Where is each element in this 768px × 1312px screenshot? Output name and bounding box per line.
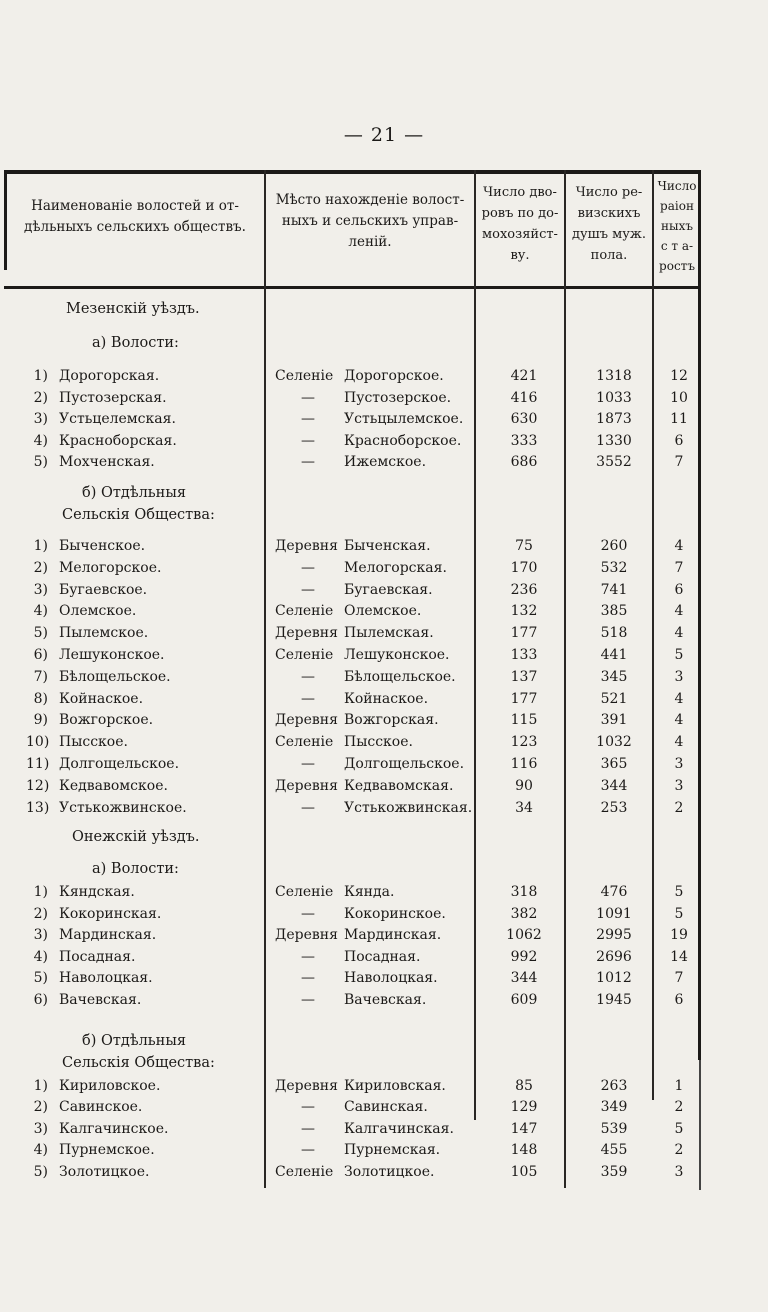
row-starosty: 6 <box>674 432 684 449</box>
row-dvory: 75 <box>515 538 533 554</box>
header-col-starosty: Число раіон ныхъ с т а- ростъ <box>657 179 697 273</box>
table-row <box>4 1076 701 1097</box>
row-dvory: 421 <box>510 368 538 384</box>
row-number: 9) <box>33 712 48 729</box>
row-starosty: 3 <box>674 1163 684 1180</box>
row-name: Пустозерская. <box>59 389 167 406</box>
section-mezen: Мезенскій уѣздъ. <box>66 301 200 317</box>
row-dushi: 441 <box>600 647 628 663</box>
header-col-place: Мѣсто нахожденіе волост- ныхъ и сельскихъ управ- леній. <box>275 192 465 250</box>
row-place: Пурнемская. <box>344 1142 441 1159</box>
row-place: Пысское. <box>344 734 413 751</box>
row-number: 7) <box>33 668 48 685</box>
subsection-onega-obshch: б) Отдѣльныя <box>82 1033 187 1049</box>
row-starosty: 1 <box>674 1078 684 1094</box>
row-starosty: 4 <box>674 603 684 620</box>
row-place-type: Деревня <box>275 927 338 944</box>
table-row <box>4 667 701 688</box>
table-row <box>4 388 701 409</box>
table-row <box>4 558 701 579</box>
section-onega: Онежскій уѣздъ. <box>72 829 200 845</box>
table-row <box>4 754 701 775</box>
table-row <box>4 882 701 903</box>
subsection-mezen-obshch-2: Сельскія Общества: <box>62 507 215 523</box>
row-dvory: 133 <box>510 647 538 663</box>
row-dvory: 382 <box>510 905 538 922</box>
row-dushi: 741 <box>600 581 628 598</box>
row-number: 2) <box>33 389 48 406</box>
table-row <box>4 623 701 644</box>
row-dushi: 1330 <box>596 432 632 449</box>
row-place: Олемское. <box>344 603 422 620</box>
row-place: Лешуконское. <box>344 647 450 663</box>
row-place-type: — <box>301 1120 315 1137</box>
row-dvory: 686 <box>510 454 538 471</box>
header-col-dvory: Число дво- ровъ по до- мохозяйст- ву. <box>481 185 559 263</box>
row-number: 1) <box>33 884 48 900</box>
table-left-border <box>4 170 7 270</box>
row-dvory: 177 <box>510 625 538 642</box>
row-place-type: Селеніе <box>275 734 334 751</box>
row-starosty: 2 <box>674 1142 684 1159</box>
table-row <box>4 645 701 666</box>
row-starosty: 4 <box>674 734 684 751</box>
row-name: Олемское. <box>59 603 137 620</box>
row-number: 5) <box>33 970 48 987</box>
row-place-type: Деревня <box>275 712 338 729</box>
row-dushi: 365 <box>600 756 628 772</box>
table-row <box>4 947 701 968</box>
row-dushi: 1033 <box>596 389 632 406</box>
row-name: Мохченская. <box>59 454 155 471</box>
row-starosty: 4 <box>674 712 684 729</box>
row-dushi: 253 <box>600 799 628 816</box>
row-name: Долгощельское. <box>59 756 180 772</box>
row-place-type: Селеніе <box>275 647 334 663</box>
row-dushi: 1873 <box>596 411 632 428</box>
row-dushi: 1032 <box>596 734 632 751</box>
row-starosty: 5 <box>674 884 684 900</box>
row-place: Кедвавомская. <box>344 777 454 794</box>
table-row <box>4 1162 701 1183</box>
row-dushi: 349 <box>600 1099 628 1116</box>
row-place-type: — <box>301 389 315 406</box>
row-number: 1) <box>33 1078 48 1094</box>
row-dvory: 129 <box>510 1099 538 1116</box>
row-dvory: 609 <box>510 992 538 1008</box>
table-row <box>4 452 701 473</box>
row-starosty: 7 <box>674 970 684 987</box>
row-dvory: 105 <box>510 1163 538 1180</box>
row-place-type: Деревня <box>275 538 338 554</box>
row-place: Мелогорская. <box>344 559 447 576</box>
row-number: 4) <box>33 948 48 965</box>
table-row <box>4 1097 701 1118</box>
row-dvory: 236 <box>510 581 538 598</box>
row-starosty: 5 <box>674 1120 684 1137</box>
row-dushi: 1012 <box>596 970 632 987</box>
row-dushi: 263 <box>600 1078 628 1094</box>
row-number: 13) <box>26 799 50 816</box>
row-name: Кириловское. <box>59 1078 161 1094</box>
row-place-type: — <box>301 756 315 772</box>
row-starosty: 3 <box>674 777 684 794</box>
row-number: 5) <box>33 1163 48 1180</box>
row-starosty: 6 <box>674 992 684 1008</box>
row-starosty: 3 <box>674 756 684 772</box>
table-top-border <box>4 170 701 174</box>
table-row <box>4 904 701 925</box>
row-place-type: — <box>301 668 315 685</box>
row-number: 8) <box>33 690 48 707</box>
table-row <box>4 689 701 710</box>
row-name: Красноборская. <box>59 432 177 449</box>
row-starosty: 4 <box>674 538 684 554</box>
table-row <box>4 601 701 622</box>
table-row <box>4 798 701 819</box>
row-place-type: — <box>301 454 315 471</box>
row-starosty: 7 <box>674 559 684 576</box>
row-dvory: 333 <box>510 432 538 449</box>
row-place-type: Деревня <box>275 625 338 642</box>
row-number: 6) <box>33 992 48 1008</box>
header-col-dushi: Число ре- визскихъ душъ муж. пола. <box>572 185 646 263</box>
row-place: Долгощельское. <box>344 756 465 772</box>
subsection-onega-volosti: а) Волости: <box>92 861 179 877</box>
row-number: 11) <box>26 756 50 772</box>
row-name: Бугаевское. <box>59 581 148 598</box>
row-name: Наволоцкая. <box>59 970 153 987</box>
row-dushi: 391 <box>600 712 628 729</box>
page-number: — 21 — <box>343 124 425 146</box>
row-dushi: 260 <box>600 538 628 554</box>
table-row <box>4 968 701 989</box>
row-number: 3) <box>33 927 48 944</box>
row-starosty: 2 <box>674 799 684 816</box>
row-dvory: 630 <box>510 411 538 428</box>
row-place-type: — <box>301 581 315 598</box>
row-dushi: 345 <box>600 668 628 685</box>
row-number: 4) <box>33 1142 48 1159</box>
row-dvory: 147 <box>510 1120 538 1137</box>
row-name: Калгачинское. <box>59 1120 169 1137</box>
row-name: Золотицкое. <box>59 1163 150 1180</box>
row-name: Вожгорское. <box>59 712 154 729</box>
row-number: 3) <box>33 411 48 428</box>
table-row <box>4 776 701 797</box>
row-place-type: — <box>301 1099 315 1116</box>
row-place: Кянда. <box>344 884 395 900</box>
row-name: Койнаское. <box>59 690 144 707</box>
row-place: Савинская. <box>344 1099 428 1116</box>
row-dushi: 359 <box>600 1163 628 1180</box>
row-dushi: 455 <box>600 1142 628 1159</box>
row-place: Золотицкое. <box>344 1163 435 1180</box>
table-row <box>4 431 701 452</box>
row-place-type: — <box>301 799 315 816</box>
row-dvory: 85 <box>515 1078 533 1094</box>
row-place-type: — <box>301 948 315 965</box>
row-dushi: 518 <box>600 625 628 642</box>
row-place-type: Селеніе <box>275 884 334 900</box>
row-starosty: 6 <box>674 581 684 598</box>
row-starosty: 5 <box>674 905 684 922</box>
row-name: Савинское. <box>59 1099 143 1116</box>
row-starosty: 12 <box>670 368 688 384</box>
row-dushi: 2995 <box>596 927 632 944</box>
row-dvory: 116 <box>510 756 538 772</box>
row-starosty: 11 <box>670 411 688 428</box>
row-dushi: 2696 <box>596 948 632 965</box>
table-row <box>4 366 701 387</box>
row-starosty: 5 <box>674 647 684 663</box>
row-dushi: 3552 <box>596 454 632 471</box>
row-place: Ижемское. <box>344 454 427 471</box>
row-place: Дорогорское. <box>344 368 444 384</box>
row-dvory: 137 <box>510 668 538 685</box>
row-dvory: 318 <box>510 884 538 900</box>
table-row <box>4 580 701 601</box>
row-dushi: 476 <box>600 884 628 900</box>
row-place: Посадная. <box>344 948 421 965</box>
row-place: Наволоцкая. <box>344 970 438 987</box>
row-number: 1) <box>33 538 48 554</box>
header-col-name: Наименованіе волостей и от- дѣльныхъ сельскихъ обществъ. <box>24 198 246 235</box>
row-number: 5) <box>33 454 48 471</box>
row-name: Мелогорское. <box>59 559 162 576</box>
row-starosty: 19 <box>670 927 688 944</box>
subsection-onega-obshch-2: Сельскія Общества: <box>62 1055 215 1071</box>
row-dvory: 177 <box>510 690 538 707</box>
row-number: 2) <box>33 905 48 922</box>
row-place: Калгачинская. <box>344 1120 454 1137</box>
subsection-mezen-volosti: а) Волости: <box>92 335 179 351</box>
row-name: Мардинская. <box>59 927 157 944</box>
row-name: Кяндская. <box>59 884 135 900</box>
row-dvory: 1062 <box>506 927 542 944</box>
row-place: Пылемская. <box>344 625 434 642</box>
row-starosty: 2 <box>674 1099 684 1116</box>
row-name: Устьцелемская. <box>59 411 176 428</box>
row-dvory: 416 <box>510 389 538 406</box>
row-place: Вожгорская. <box>344 712 439 729</box>
row-place-type: — <box>301 905 315 922</box>
row-starosty: 10 <box>670 389 688 406</box>
row-dvory: 115 <box>510 712 538 729</box>
row-dushi: 532 <box>600 559 628 576</box>
row-place-type: Деревня <box>275 1078 338 1094</box>
row-place: Бугаевская. <box>344 581 433 598</box>
row-place-type: — <box>301 411 315 428</box>
row-name: Быченское. <box>59 538 146 554</box>
table-row <box>4 409 701 430</box>
row-dushi: 344 <box>600 777 628 794</box>
row-name: Устькожвинское. <box>59 799 187 816</box>
row-starosty: 4 <box>674 690 684 707</box>
row-name: Пылемское. <box>59 625 149 642</box>
row-place: Мардинская. <box>344 927 442 944</box>
row-place-type: — <box>301 992 315 1008</box>
row-starosty: 14 <box>670 948 688 965</box>
row-name: Дорогорская. <box>59 368 160 384</box>
row-dvory: 148 <box>510 1142 538 1159</box>
row-place-type: — <box>301 970 315 987</box>
row-dvory: 90 <box>515 777 533 794</box>
row-dushi: 521 <box>600 690 628 707</box>
table-row <box>4 732 701 753</box>
row-place-type: — <box>301 690 315 707</box>
row-dushi: 385 <box>600 603 628 620</box>
row-place: Красноборское. <box>344 432 462 449</box>
statistics-table <box>4 170 701 1188</box>
row-dushi: 1945 <box>596 992 632 1008</box>
row-number: 2) <box>33 1099 48 1116</box>
row-starosty: 7 <box>674 454 684 471</box>
row-dvory: 992 <box>510 948 538 965</box>
row-place: Бѣлощельское. <box>344 668 456 685</box>
table-row <box>4 536 701 557</box>
row-starosty: 4 <box>674 625 684 642</box>
row-name: Кедвавомское. <box>59 777 168 794</box>
row-place: Кириловская. <box>344 1078 446 1094</box>
row-place-type: Селеніе <box>275 603 334 620</box>
row-place-type: Селеніе <box>275 1163 334 1180</box>
row-number: 12) <box>26 777 50 794</box>
row-number: 3) <box>33 1120 48 1137</box>
row-place: Койнаское. <box>344 690 429 707</box>
row-place: Кокоринское. <box>344 905 446 922</box>
header-divider <box>4 286 701 289</box>
table-row <box>4 1140 701 1161</box>
row-place-type: Деревня <box>275 777 338 794</box>
row-name: Пурнемское. <box>59 1142 155 1159</box>
row-place: Пустозерское. <box>344 389 452 406</box>
row-place: Устьцылемское. <box>344 411 464 428</box>
table-row <box>4 925 701 946</box>
row-name: Пысское. <box>59 734 128 751</box>
row-place: Быченская. <box>344 538 431 554</box>
row-number: 6) <box>33 647 48 663</box>
row-name: Вачевская. <box>59 992 142 1008</box>
table-row <box>4 1119 701 1140</box>
row-dvory: 132 <box>510 603 538 620</box>
row-number: 4) <box>33 603 48 620</box>
row-number: 4) <box>33 432 48 449</box>
row-number: 2) <box>33 559 48 576</box>
subsection-mezen-obshch: б) Отдѣльныя <box>82 485 187 501</box>
row-dushi: 1091 <box>596 905 632 922</box>
row-place-type: — <box>301 1142 315 1159</box>
row-dvory: 123 <box>510 734 538 751</box>
row-dvory: 344 <box>510 970 538 987</box>
row-number: 10) <box>26 734 50 751</box>
row-dvory: 170 <box>510 559 538 576</box>
row-place: Вачевская. <box>344 992 427 1008</box>
row-name: Бѣлощельское. <box>59 668 171 685</box>
row-number: 5) <box>33 625 48 642</box>
row-dushi: 539 <box>600 1120 628 1137</box>
row-name: Лешуконское. <box>59 647 165 663</box>
row-starosty: 3 <box>674 668 684 685</box>
row-place-type: — <box>301 432 315 449</box>
row-number: 3) <box>33 581 48 598</box>
row-name: Посадная. <box>59 948 136 965</box>
table-row <box>4 710 701 731</box>
row-place: Устькожвинская. <box>344 799 473 816</box>
row-place-type: Селеніе <box>275 368 334 384</box>
row-dushi: 1318 <box>596 368 632 384</box>
table-row <box>4 990 701 1011</box>
row-name: Кокоринская. <box>59 905 162 922</box>
row-number: 1) <box>33 368 48 384</box>
row-dvory: 34 <box>515 799 533 816</box>
row-place-type: — <box>301 559 315 576</box>
